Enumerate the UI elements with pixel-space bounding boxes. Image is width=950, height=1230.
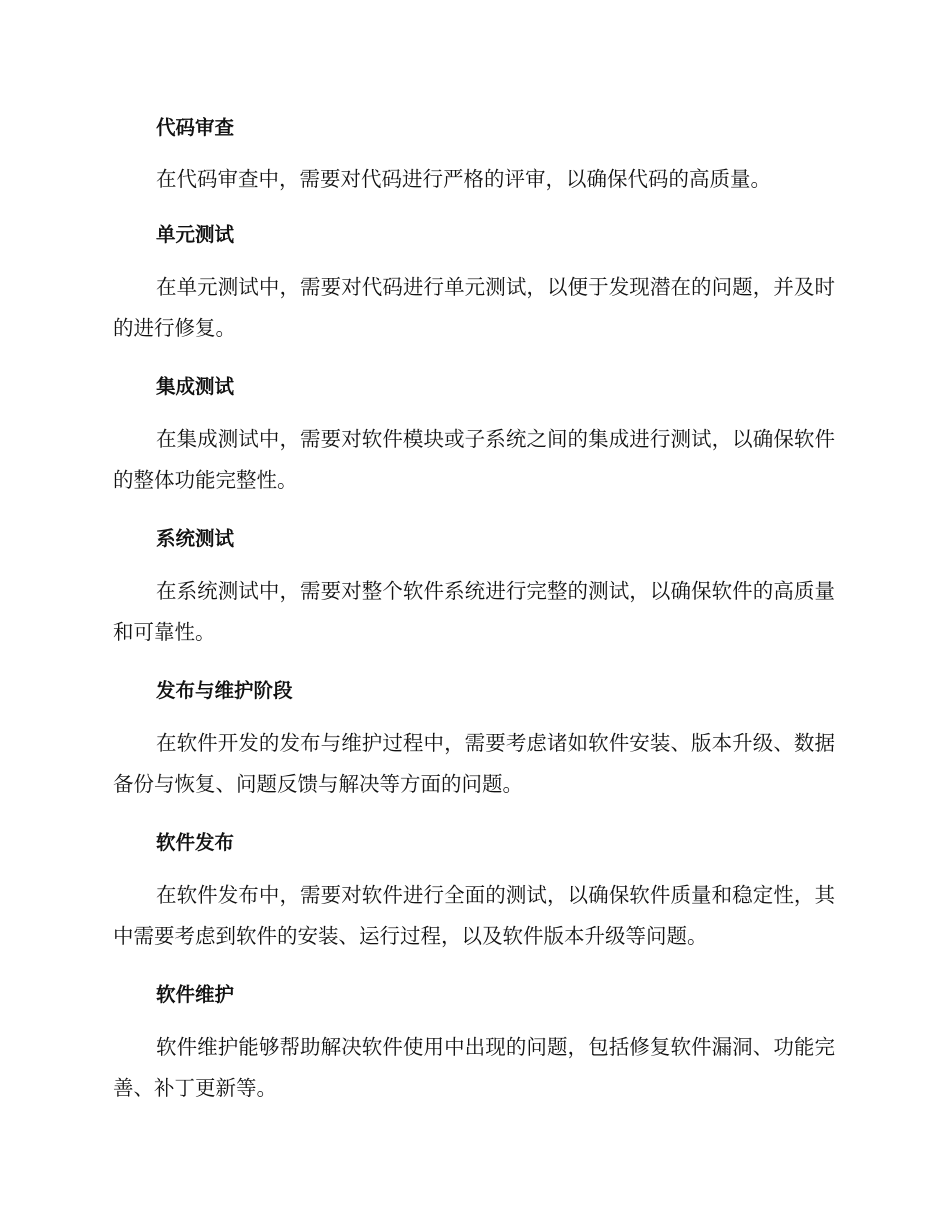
section-code-review [113, 106, 835, 200]
section-integration-testing [113, 365, 835, 501]
section-heading: 代码审查 [156, 116, 235, 139]
section-paragraph: 软件维护能够帮助解决软件使用中出现的问题，包括修复软件漏洞、功能完善、补丁更新等。 [113, 1035, 835, 1100]
section-paragraph: 在软件开发的发布与维护过程中，需要考虑诸如软件安装、版本升级、数据备份与恢复、问题反馈与解决等方面的问题。 [113, 731, 835, 796]
section-heading: 软件发布 [156, 831, 235, 854]
section-paragraph: 在代码审查中，需要对代码进行严格的评审，以确保代码的高质量。 [156, 167, 771, 191]
section-paragraph: 在集成测试中，需要对软件模块或子系统之间的集成进行测试，以确保软件的整体功能完整性。 [113, 427, 835, 492]
section-heading: 单元测试 [156, 223, 235, 246]
section-paragraph: 在软件发布中，需要对软件进行全面的测试，以确保软件质量和稳定性，其中需要考虑到软件的安装、运行过程，以及软件版本升级等问题。 [113, 883, 835, 948]
section-heading: 发布与维护阶段 [156, 679, 293, 702]
section-software-release [113, 821, 835, 957]
section-paragraph: 在系统测试中，需要对整个软件系统进行完整的测试，以确保软件的高质量和可靠性。 [113, 579, 835, 644]
section-unit-testing [113, 213, 835, 349]
section-release-maintenance [113, 669, 835, 805]
section-software-maintenance [113, 973, 835, 1109]
section-paragraph: 在单元测试中，需要对代码进行单元测试，以便于发现潜在的问题，并及时的进行修复。 [113, 275, 835, 340]
section-heading: 集成测试 [156, 375, 235, 398]
section-system-testing [113, 517, 835, 653]
document-body [113, 106, 835, 1131]
section-heading: 软件维护 [156, 983, 235, 1006]
section-heading: 系统测试 [156, 527, 235, 550]
